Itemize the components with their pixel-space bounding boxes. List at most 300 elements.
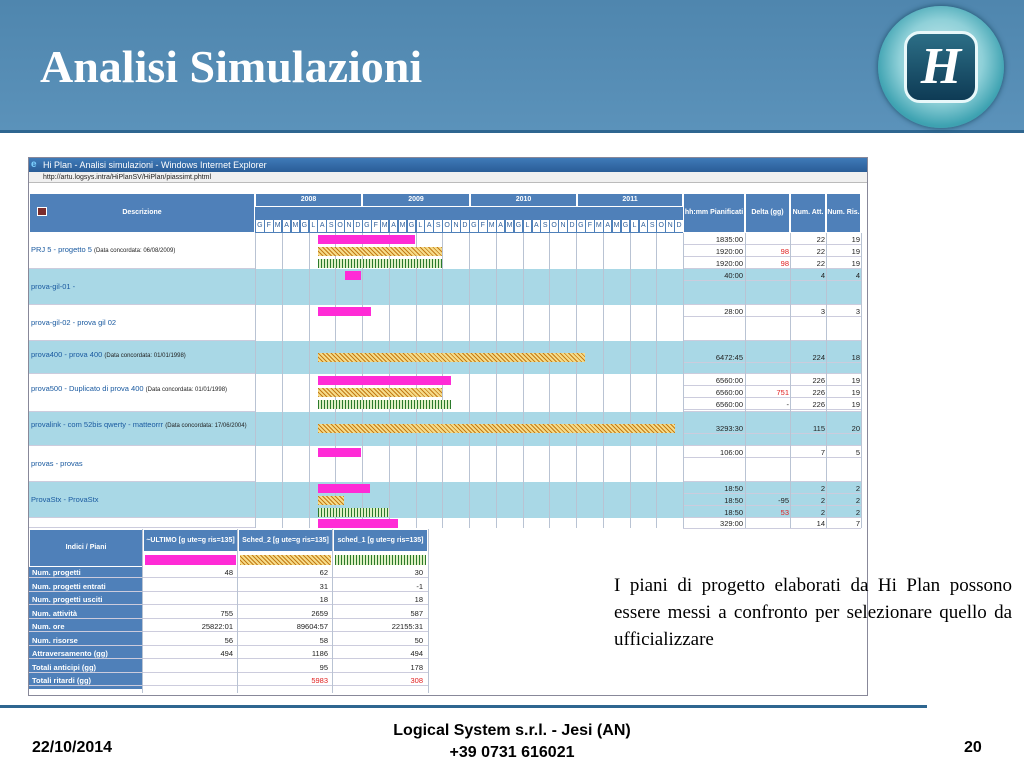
grid-line (309, 269, 310, 305)
grid-line (603, 374, 604, 412)
ris-value: 19 (851, 388, 860, 397)
grid-line (630, 233, 631, 269)
stats-row-label: Num. attività (32, 608, 78, 618)
grid-line (683, 269, 684, 305)
grid-line (442, 446, 443, 482)
stats-row-label: Attraversamento (gg) (32, 649, 108, 658)
grid-line (826, 233, 827, 269)
grid-line (630, 374, 631, 412)
project-link[interactable]: PRJ 5 - progetto 5 (31, 245, 92, 254)
grid-line (861, 518, 862, 528)
delta-value: 98 (780, 247, 789, 256)
grid-line (790, 269, 791, 305)
grid-line (603, 518, 604, 528)
project-link[interactable]: prova500 - Duplicato di prova 400 (31, 384, 144, 393)
ris-value: 7 (855, 519, 860, 528)
stats-value: 18 (319, 595, 328, 604)
grid-line (309, 518, 310, 528)
slide-title: Analisi Simulazioni (40, 41, 423, 92)
grid-line (282, 412, 283, 446)
gantt-bar-green (318, 400, 451, 409)
grid-line (442, 269, 443, 305)
grid-line (549, 446, 550, 482)
grid-line (861, 269, 862, 305)
stats-row (29, 608, 428, 619)
att-value: 224 (812, 353, 825, 362)
stats-row (29, 675, 428, 686)
stats-row (29, 581, 428, 592)
grid-line (309, 482, 310, 518)
delta-value: - (786, 400, 789, 409)
month-cell: L (523, 220, 532, 232)
address-url: http://artu.logsys.intra/HiPlanSV/HiPlan/piassimt.phtml (43, 174, 212, 181)
grid-line (826, 412, 827, 446)
hhmm-value: 6560:00 (715, 388, 743, 397)
grid-line (549, 305, 550, 341)
gantt-bar-green (318, 259, 442, 268)
month-cell: S (326, 220, 335, 232)
grid-line (255, 269, 256, 305)
project-description[interactable] (31, 495, 255, 504)
project-description[interactable] (31, 384, 255, 395)
grid-line (282, 518, 283, 528)
grid-line (309, 341, 310, 374)
grid-line (861, 482, 862, 518)
month-cell: N (665, 220, 674, 232)
grid-line (469, 482, 470, 518)
stats-row (29, 567, 428, 578)
grid-line (745, 412, 746, 446)
browser-title: Hi Plan - Analisi simulazioni - Windows Internet Explorer (43, 160, 267, 170)
month-cell: N (558, 220, 567, 232)
grid-line (309, 446, 310, 482)
grid-line (255, 446, 256, 482)
hhmm-value: 18:50 (724, 508, 743, 517)
delta-value: 53 (780, 508, 789, 517)
ris-value: 19 (851, 259, 860, 268)
grid-line (416, 446, 417, 482)
grid-line (389, 446, 390, 482)
stats-value: 22155:31 (391, 622, 423, 631)
page-number: 20 (964, 739, 982, 756)
delta-value: 98 (780, 259, 789, 268)
month-cell: A (639, 220, 648, 232)
project-link[interactable]: ProvaStx - ProvaStx (31, 495, 99, 504)
month-cell: L (630, 220, 639, 232)
month-cell: F (478, 220, 487, 232)
att-value: 2 (820, 496, 825, 505)
year-2010: 2010 (470, 193, 577, 207)
ris-value: 18 (851, 353, 860, 362)
desc-header (29, 193, 255, 233)
grid-line (683, 446, 684, 482)
month-cell: O (442, 220, 451, 232)
plan-label-0: ~ULTIMO [g ute=g ris=135] (146, 536, 235, 544)
grid-line (416, 269, 417, 305)
address-bar[interactable] (29, 172, 867, 183)
year-2011: 2011 (577, 193, 683, 207)
month-cell: M (505, 220, 514, 232)
grid-line (656, 341, 657, 374)
stats-value: 31 (319, 581, 328, 591)
stats-row-label: Num. ore (32, 622, 65, 631)
grid-line (469, 269, 470, 305)
project-description[interactable] (31, 282, 255, 291)
grid-line (523, 482, 524, 518)
project-link[interactable]: prova-gil-01 - (31, 282, 76, 291)
grid-line (237, 529, 238, 693)
grid-line (576, 518, 577, 528)
grid-line (861, 412, 862, 446)
project-note: (Data concordata: 01/01/1998) (145, 387, 228, 393)
plan-label-1: Sched_2 [g ute=g ris=135] (242, 536, 329, 544)
plan-header-0 (143, 529, 238, 552)
slide-description: I piani di progetto elaborati da Hi Plan possono essere messi a confronto per selezionare quello da ufficializzare (614, 575, 1012, 650)
grid-line (576, 446, 577, 482)
stats-value: 587 (410, 608, 423, 618)
grid-line (826, 446, 827, 482)
project-link[interactable]: prova-gil-02 - prova gil 02 (31, 318, 117, 327)
gantt-bar-pink (318, 376, 451, 385)
month-cell: O (549, 220, 558, 232)
logo-letter: H (904, 31, 978, 103)
hhmm-value: 40:00 (724, 271, 743, 280)
grid-line (576, 233, 577, 269)
stats-value: 25822:01 (201, 622, 233, 631)
grid-line (523, 374, 524, 412)
hhmm-value: 1835:00 (715, 235, 743, 244)
grid-line (576, 482, 577, 518)
month-cell: A (424, 220, 433, 232)
month-cell: G (576, 220, 585, 232)
gantt-bar-pink (318, 235, 415, 244)
month-cell: S (647, 220, 656, 232)
grid-line (255, 482, 256, 518)
grid-line (549, 518, 550, 528)
att-value: 2 (820, 508, 825, 517)
delta-value: 751 (776, 388, 789, 397)
grid-line (826, 374, 827, 412)
att-header (790, 193, 826, 233)
stats-value: 5983 (311, 676, 328, 685)
grid-line (630, 341, 631, 374)
stats-value: -1 (416, 581, 423, 591)
project-description[interactable] (31, 420, 255, 431)
plan-legend-green (335, 555, 426, 565)
hhmm-value: 329:00 (720, 519, 743, 528)
stats-row-label: Num. progetti entrati (32, 581, 106, 591)
grid-line (496, 233, 497, 269)
grid-line (861, 233, 862, 269)
grid-line (630, 269, 631, 305)
grid-line (790, 412, 791, 446)
month-cell: A (532, 220, 541, 232)
grid-line (630, 482, 631, 518)
project-link[interactable]: prova400 - prova 400 (31, 350, 103, 359)
year-2009: 2009 (362, 193, 470, 207)
att-header-label: Num. Att. (792, 209, 824, 216)
month-cell: M (612, 220, 621, 232)
grid-line (332, 529, 333, 693)
grid-line (416, 305, 417, 341)
grid-line (442, 233, 443, 269)
month-cell: G (300, 220, 309, 232)
project-note: (Data concordata: 06/08/2009) (93, 248, 176, 254)
hhmm-value: 1920:00 (715, 259, 743, 268)
month-cell: O (335, 220, 344, 232)
month-cell: G (514, 220, 523, 232)
month-cell: G (362, 220, 371, 232)
plan-label-2: sched_1 [g ute=g ris=135] (337, 536, 424, 544)
grid-line (523, 269, 524, 305)
grid-line (656, 446, 657, 482)
att-value: 115 (813, 424, 825, 433)
grid-line (282, 305, 283, 341)
grid-line (861, 341, 862, 374)
grid-line (861, 305, 862, 341)
month-cell: A (496, 220, 505, 232)
grid-line (603, 269, 604, 305)
month-cell: M (398, 220, 407, 232)
stats-value: 494 (410, 649, 423, 658)
grid-line (255, 233, 256, 269)
stats-value: 48 (224, 568, 233, 577)
grid-line (656, 374, 657, 412)
grid-line (282, 269, 283, 305)
att-value: 3 (820, 307, 825, 316)
grid-line (428, 529, 429, 693)
footer-rule (0, 705, 927, 708)
stats-header-label: Indici / Piani (65, 544, 107, 551)
stats-value: 2659 (311, 608, 328, 618)
grid-line (790, 374, 791, 412)
month-cell: L (416, 220, 425, 232)
ris-value: 4 (855, 271, 860, 280)
grid-line (142, 529, 143, 693)
project-description[interactable] (31, 459, 255, 468)
month-cell: G (469, 220, 478, 232)
hhmm-value: 6560:00 (715, 400, 743, 409)
grid-line (282, 341, 283, 374)
grid-line (745, 341, 746, 374)
grid-line (683, 482, 684, 518)
hhmm-value: 6472:45 (715, 353, 743, 362)
att-value: 14 (816, 519, 825, 528)
grid-line (826, 341, 827, 374)
month-cell: S (433, 220, 442, 232)
grid-line (683, 233, 684, 269)
hhmm-value: 18:50 (724, 484, 743, 493)
grid-line (335, 269, 336, 305)
print-icon[interactable] (37, 207, 47, 216)
month-cell: D (567, 220, 576, 232)
stats-value: 56 (224, 635, 233, 645)
month-cell: S (540, 220, 549, 232)
grid-line (309, 305, 310, 341)
month-cell: F (371, 220, 380, 232)
grid-line (576, 305, 577, 341)
stats-row-label: Num. risorse (32, 635, 78, 645)
month-cell: N (344, 220, 353, 232)
grid-line (389, 269, 390, 305)
stats-value: 308 (410, 676, 423, 685)
month-cell: G (621, 220, 630, 232)
month-cell: M (380, 220, 389, 232)
stats-row-label: Num. progetti (32, 568, 81, 577)
stats-header (29, 529, 143, 567)
stats-value: 1186 (311, 649, 328, 658)
grid-line (282, 233, 283, 269)
hhmm-value: 1920:00 (715, 247, 743, 256)
grid-line (496, 305, 497, 341)
grid-line (496, 482, 497, 518)
month-cell: G (255, 220, 264, 232)
month-cell: A (282, 220, 291, 232)
ris-value: 2 (855, 496, 860, 505)
grid-line (549, 269, 550, 305)
grid-line (255, 341, 256, 374)
att-value: 22 (816, 259, 825, 268)
footer-date: 22/10/2014 (32, 739, 113, 756)
month-cell: M (291, 220, 300, 232)
grid-line (255, 518, 256, 528)
gantt-bar-pink (318, 484, 370, 493)
grid-line (630, 305, 631, 341)
grid-line (282, 482, 283, 518)
plan-legend-hatch (240, 555, 331, 565)
hhmm-value: 28:00 (724, 307, 743, 316)
ris-value: 19 (851, 235, 860, 244)
stats-value: 62 (319, 568, 328, 577)
hhmm-header-label: hh:mm Pianificati (684, 209, 744, 216)
grid-line (790, 341, 791, 374)
grid-line (630, 518, 631, 528)
project-description[interactable] (31, 318, 255, 327)
hiplan-logo (878, 6, 1004, 128)
stats-value: 50 (414, 635, 423, 645)
grid-line (656, 305, 657, 341)
grid-line (362, 269, 363, 305)
grid-line (442, 518, 443, 528)
desc-header-label: Descrizione (122, 209, 162, 216)
grid-line (442, 305, 443, 341)
grid-line (282, 374, 283, 412)
hhmm-value: 106:00 (720, 448, 743, 457)
stats-row (29, 648, 428, 659)
grid-line (523, 305, 524, 341)
grid-line (255, 305, 256, 341)
grid-line (826, 269, 827, 305)
grid-line (656, 233, 657, 269)
project-note: (Data concordata: 17/06/2004) (165, 423, 247, 429)
footer-company-name: Logical System s.r.l. - Jesi (AN) (393, 722, 631, 739)
grid-line (745, 482, 746, 518)
grid-line (496, 374, 497, 412)
month-cell: F (585, 220, 594, 232)
hhmm-value: 18:50 (724, 496, 743, 505)
grid-line (826, 518, 827, 528)
hhmm-value: 3293:30 (715, 424, 743, 433)
grid-line (656, 269, 657, 305)
grid-line (683, 305, 684, 341)
grid-line (745, 233, 746, 269)
grid-line (603, 305, 604, 341)
month-cell: D (674, 220, 683, 232)
year-2008: 2008 (255, 193, 362, 207)
att-value: 22 (816, 235, 825, 244)
grid-line (576, 374, 577, 412)
browser-titlebar (29, 158, 867, 172)
grid-line (469, 305, 470, 341)
stats-value: 178 (410, 662, 423, 672)
month-cell: F (264, 220, 273, 232)
grid-line (790, 518, 791, 528)
month-cell: A (389, 220, 398, 232)
project-description[interactable] (31, 245, 255, 256)
grid-line (255, 374, 256, 412)
plan-header-1 (238, 529, 333, 552)
plan-header-2 (333, 529, 428, 552)
project-link[interactable]: provas - provas (31, 459, 83, 468)
project-link[interactable]: provalink - com 52bis qwerty - matteorrr (31, 420, 164, 429)
grid-line (603, 482, 604, 518)
hhmm-value: 6560:00 (715, 376, 743, 385)
stats-value: 58 (319, 635, 328, 645)
month-cell: A (603, 220, 612, 232)
ris-value: 2 (855, 484, 860, 493)
gantt-bar-pink (318, 307, 371, 316)
month-cell: M (273, 220, 282, 232)
ie-icon: e (31, 159, 37, 170)
grid-line (469, 518, 470, 528)
gantt-bar-hatch (318, 247, 442, 256)
month-cell: M (487, 220, 496, 232)
grid-line (469, 233, 470, 269)
stats-row (29, 621, 428, 632)
month-cell: O (656, 220, 665, 232)
plan-legend-pink (145, 555, 236, 565)
grid-line (630, 446, 631, 482)
stats-value: 18 (414, 595, 423, 604)
grid-line (496, 518, 497, 528)
grid-line (309, 412, 310, 446)
grid-line (683, 518, 684, 528)
gantt-bar-pink (345, 271, 361, 280)
ris-value: 19 (851, 400, 860, 409)
footer-company (352, 720, 672, 764)
gantt-bar-pink (318, 519, 398, 528)
month-cell: N (451, 220, 460, 232)
att-value: 226 (812, 376, 825, 385)
att-value: 7 (820, 448, 825, 457)
grid-line (416, 482, 417, 518)
grid-line (790, 233, 791, 269)
att-value: 22 (816, 247, 825, 256)
project-description[interactable] (31, 350, 255, 361)
hhmm-header (683, 193, 745, 233)
grid-line (469, 446, 470, 482)
stats-value: 494 (220, 649, 233, 658)
gantt-bar-hatch (318, 388, 442, 397)
att-value: 4 (820, 271, 825, 280)
stats-row (29, 662, 428, 673)
grid-line (442, 482, 443, 518)
stats-value: 89604:57 (296, 622, 328, 631)
month-cell: A (317, 220, 326, 232)
grid-line (309, 233, 310, 269)
grid-line (683, 412, 684, 446)
att-value: 226 (812, 400, 825, 409)
